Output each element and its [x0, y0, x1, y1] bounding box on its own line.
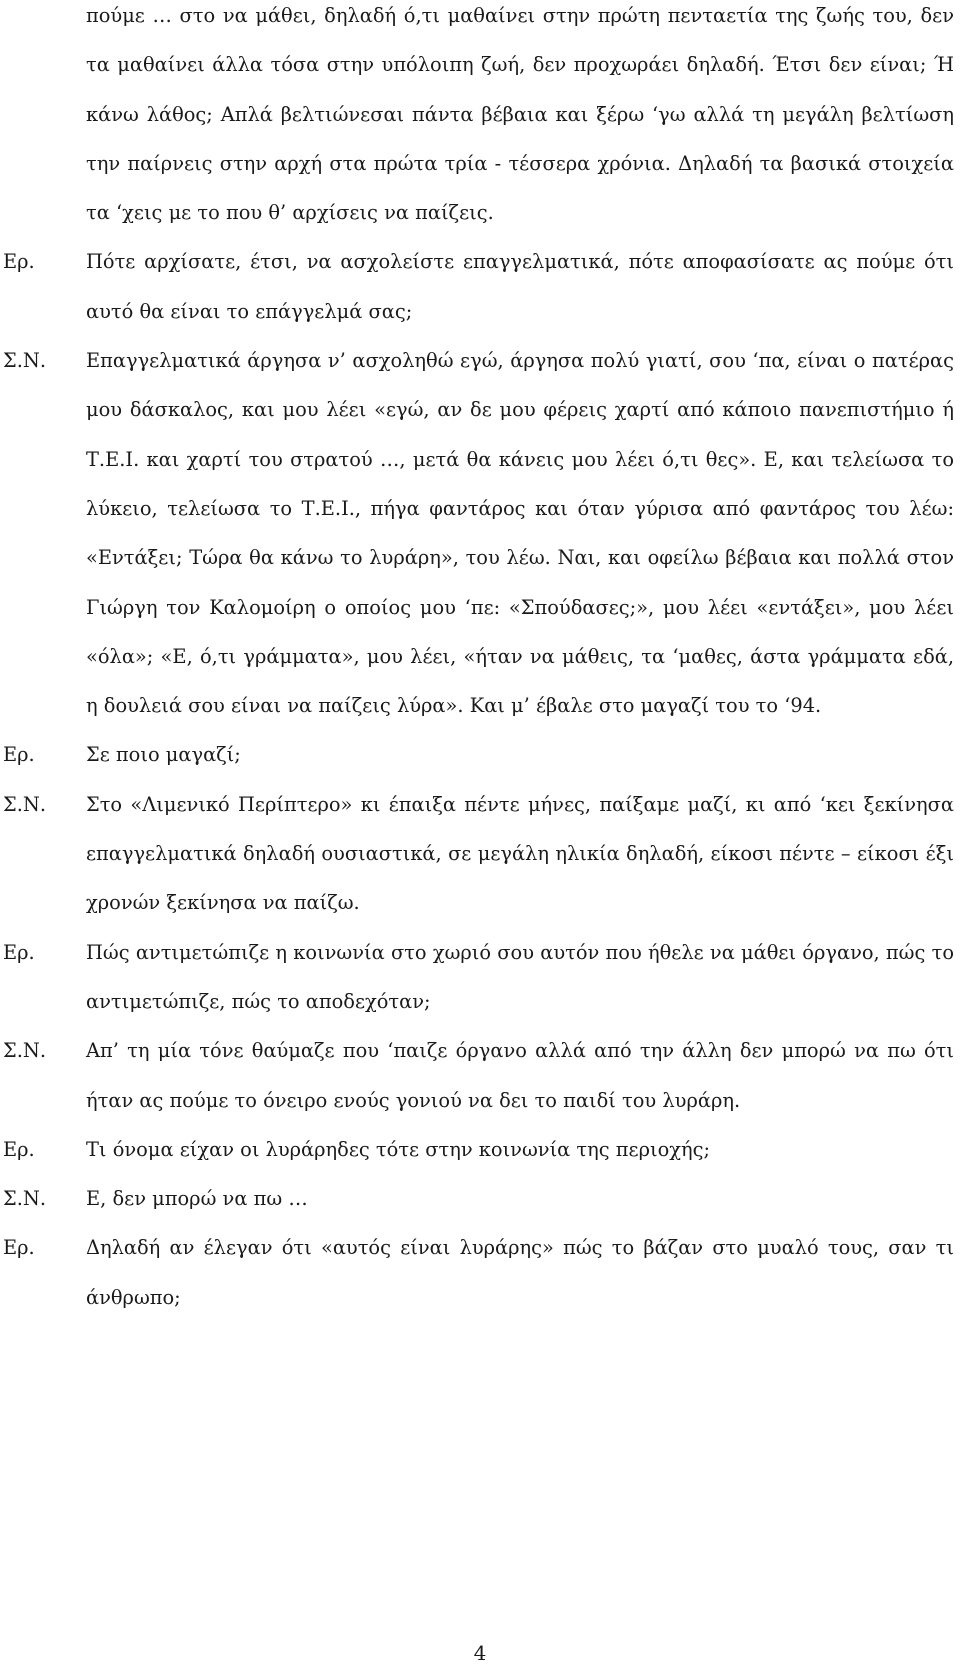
speaker-label: Σ.Ν.	[3, 1039, 47, 1063]
transcript-entry-answer	[0, 336, 960, 730]
speaker-label: Ερ.	[3, 940, 35, 964]
speaker-label: Ερ.	[3, 1236, 35, 1260]
transcript-entry-answer	[0, 1026, 960, 1125]
transcript-entry-question	[0, 1223, 960, 1322]
transcript-entry-answer	[0, 780, 960, 928]
entry-text: Δηλαδή αν έλεγαν ότι «αυτός είναι λυράρης» πώς το βάζαν στο μυαλό τους, σαν τι άνθρωπο;	[86, 1236, 954, 1309]
speaker-label: Σ.Ν.	[3, 1187, 47, 1211]
entry-text: Στο «Λιμενικό Περίπτερο» κι έπαιξα πέντε μήνες, παίξαμε μαζί, κι από ‘κει ξεκίνησα επαγγελματικά δηλαδή ουσιαστικά, σε μεγάλη ηλικία δηλαδή, είκοσι πέντε – είκοσι έξι χρονών ξεκίνησα να παίζω.	[86, 792, 954, 915]
speaker-label: Σ.Ν.	[3, 349, 47, 373]
speaker-label: Σ.Ν.	[3, 792, 47, 816]
transcript-entry-question	[0, 237, 960, 336]
transcript-entry-question	[0, 928, 960, 1027]
transcript-entry-question	[0, 1125, 960, 1174]
entry-text: Πώς αντιμετώπιζε η κοινωνία στο χωριό σου αυτόν που ήθελε να μάθει όργανο, πώς το αντιμετώπιζε, πώς το αποδεχόταν;	[86, 940, 954, 1013]
transcript-entry-continuation	[0, 0, 960, 237]
speaker-label: Ερ.	[3, 743, 35, 767]
entry-text: Ε, δεν μπορώ να πω …	[86, 1187, 308, 1211]
page-number: 4	[473, 1641, 487, 1665]
entry-text: Τι όνομα είχαν οι λυράρηδες τότε στην κοινωνία της περιοχής;	[86, 1137, 711, 1161]
entry-text: Απ’ τη μία τόνε θαύμαζε που ‘παιζε όργανο αλλά από την άλλη δεν μπορώ να πω ότι ήταν ας πούμε το όνειρο ενούς γονιού να δει το παιδί του λυράρη.	[86, 1039, 954, 1112]
transcript-entry-answer	[0, 1174, 960, 1223]
transcript-entry-question	[0, 730, 960, 779]
speaker-label: Ερ.	[3, 250, 35, 274]
entry-text: Πότε αρχίσατε, έτσι, να ασχολείστε επαγγελματικά, πότε αποφασίσατε ας πούμε ότι αυτό θα είναι το επάγγελμά σας;	[86, 250, 954, 323]
entry-text: πούμε … στο να μάθει, δηλαδή ό,τι μαθαίνει στην πρώτη πενταετία της ζωής του, δεν τα μαθαίνει άλλα τόσα στην υπόλοιπη ζωή, δεν προχωράει δηλαδή. Έτσι δεν είναι; Ή κάνω λάθος; Απλά βελτιώνεσαι πάντα βέβαια και ξέρω ‘γω αλλά τη μεγάλη βελτίωση την παίρνεις στην αρχή στα πρώτα τρία - τέσσερα χρόνια. Δηλαδή τα βασικά στοιχεία τα ‘χεις με το που θ’ αρχίσεις να παίζεις.	[86, 4, 954, 225]
entry-text: Σε ποιο μαγαζί;	[86, 743, 241, 767]
entry-text: Επαγγελματικά άργησα ν’ ασχοληθώ εγώ, άργησα πολύ γιατί, σου ‘πα, είναι ο πατέρας μου δάσκαλος, και μου λέει «εγώ, αν δε μου φέρεις χαρτί από κάποιο πανεπιστήμιο ή Τ.Ε.Ι. και χαρτί του στρατού …, μετά θα κάνεις μου λέει ό,τι θες». Ε, και τελείωσα το λύκειο, τελείωσα το Τ.Ε.Ι., πήγα φαντάρος και όταν γύρισα από φαντάρος του λέω: «Εντάξει; Τώρα θα κάνω το λυράρη», του λέω. Ναι, και οφείλω βέβαια και πολλά στον Γιώργη τον Καλομοίρη ο οποίος μου ‘πε: «Σπούδασες;», μου λέει «εντάξει», μου λέει «όλα»; «Ε, ό,τι γράμματα», μου λέει, «ήταν να μάθεις, τα ‘μαθες, άστα γράμματα εδά, η δουλειά σου είναι να παίζεις λύρα». Και μ’ έβαλε στο μαγαζί του το ‘94.	[86, 349, 954, 718]
speaker-label: Ερ.	[3, 1137, 35, 1161]
